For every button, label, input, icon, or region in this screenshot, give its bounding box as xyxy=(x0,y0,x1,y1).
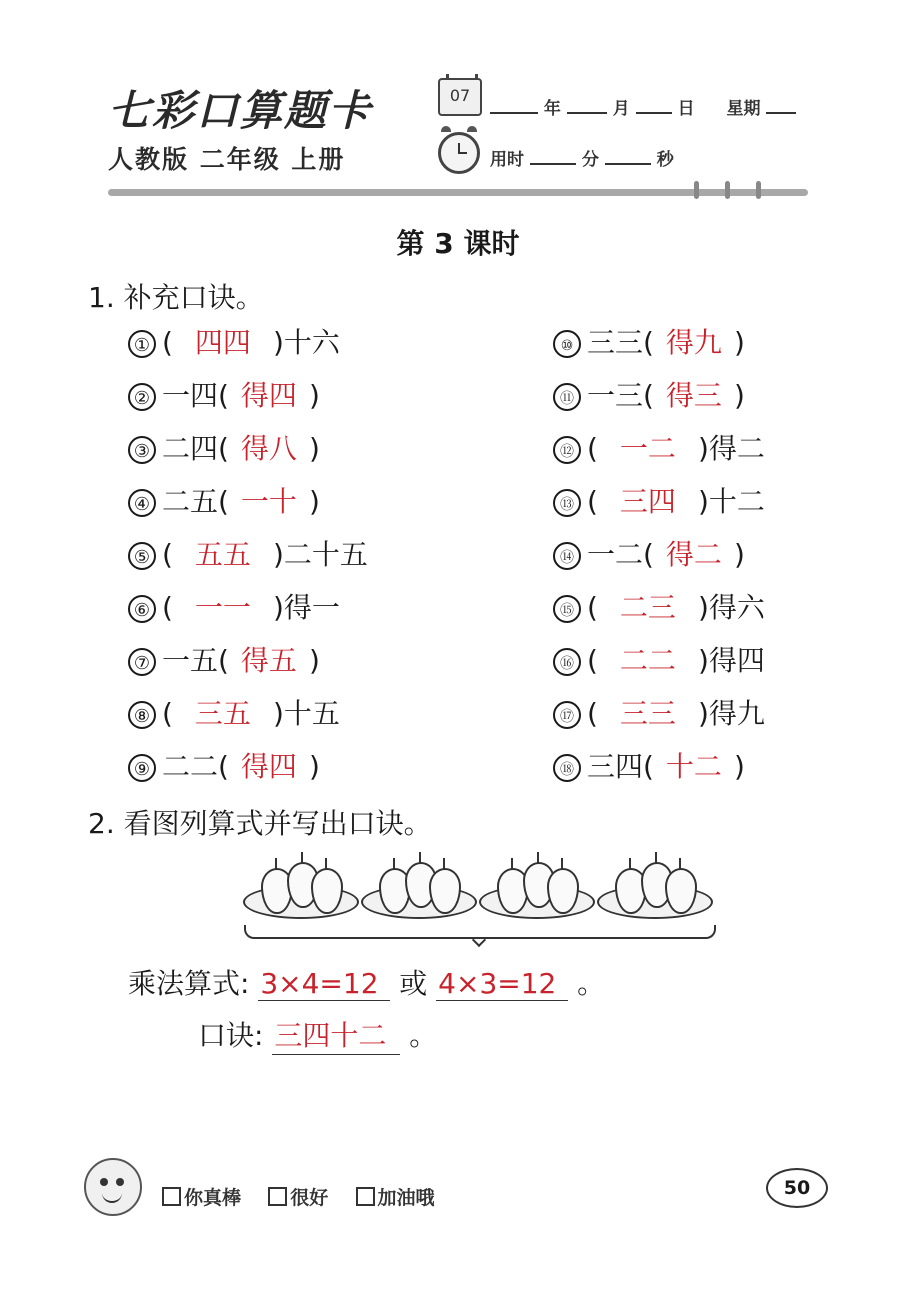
item-suffix: )得二 xyxy=(697,432,765,465)
item-prefix: 一四( xyxy=(162,379,229,412)
rhyme-answer: 三四十二 xyxy=(272,1014,400,1055)
rating-label: 加油哦 xyxy=(377,1187,435,1209)
item-number: ⑥ xyxy=(128,595,156,623)
item-suffix: )十六 xyxy=(272,326,340,359)
item-number: ⑰ xyxy=(553,701,581,729)
formula-label: 乘法算式: xyxy=(128,967,250,1000)
item-answer: 三五 xyxy=(194,697,251,730)
item-suffix: )二十五 xyxy=(272,538,368,571)
rating-checkboxes xyxy=(162,1183,435,1210)
rating-option-good[interactable] xyxy=(268,1187,328,1209)
pear-stem xyxy=(655,852,657,864)
item-number: ① xyxy=(128,330,156,358)
time-used-label: 用时 xyxy=(490,150,524,170)
pear-stem xyxy=(393,858,395,870)
item-prefix: ( xyxy=(587,591,598,624)
item-suffix: )得六 xyxy=(697,591,765,624)
item-prefix: 一五( xyxy=(162,644,229,677)
question-2-title: 2. 看图列算式并写出口诀。 xyxy=(88,807,432,840)
pear-stem xyxy=(443,858,445,870)
rhyme-end: 。 xyxy=(409,1019,438,1052)
item-prefix: ( xyxy=(162,326,173,359)
page-number: 50 xyxy=(766,1168,828,1208)
item-answer: 十二 xyxy=(665,750,722,783)
item-suffix: ) xyxy=(308,379,320,412)
pear-stem xyxy=(325,858,327,870)
minute-label: 分 xyxy=(581,150,599,170)
item-prefix: ( xyxy=(587,485,598,518)
item-prefix: ( xyxy=(587,697,598,730)
formula-answer-1: 3×4=12 xyxy=(258,967,390,1001)
item-number: ⑯ xyxy=(553,648,581,676)
second-label: 秒 xyxy=(656,150,674,170)
day-label: 日 xyxy=(677,99,695,119)
item-answer: 一二 xyxy=(619,432,676,465)
calendar-day: 07 xyxy=(449,86,471,105)
checkbox-icon[interactable] xyxy=(268,1187,287,1206)
item-answer: 二二 xyxy=(619,644,676,677)
month-label: 月 xyxy=(612,99,630,119)
formula-end: 。 xyxy=(577,967,606,1000)
pear-stem xyxy=(511,858,513,870)
item-suffix: ) xyxy=(733,379,745,412)
pear-stem xyxy=(275,858,277,870)
item-number: ④ xyxy=(128,489,156,517)
item-answer: 一十 xyxy=(240,485,297,518)
item-answer: 得二 xyxy=(665,538,722,571)
item-prefix: ( xyxy=(162,538,173,571)
item-answer: 得九 xyxy=(665,326,722,359)
item-suffix: ) xyxy=(308,750,320,783)
item-number: ⑧ xyxy=(128,701,156,729)
item-suffix: ) xyxy=(308,432,320,465)
item-suffix: )十五 xyxy=(272,697,340,730)
item-prefix: 二四( xyxy=(162,432,229,465)
rhyme-row xyxy=(198,1014,437,1055)
item-answer: 三三 xyxy=(619,697,676,730)
item-number: ⑨ xyxy=(128,754,156,782)
item-answer: 四四 xyxy=(194,326,251,359)
item-suffix: ) xyxy=(308,644,320,677)
pear-stem xyxy=(419,852,421,864)
item-prefix: 一三( xyxy=(587,379,654,412)
item-suffix: ) xyxy=(308,485,320,518)
formula-or: 或 xyxy=(399,967,428,1000)
item-suffix: )十二 xyxy=(697,485,765,518)
mascot-icon xyxy=(84,1158,142,1216)
item-number: ⑤ xyxy=(128,542,156,570)
item-prefix: 三三( xyxy=(587,326,654,359)
item-answer: 一一 xyxy=(194,591,251,624)
weekday-label: 星期 xyxy=(726,99,761,119)
item-prefix: 一二( xyxy=(587,538,654,571)
item-answer: 得四 xyxy=(240,379,297,412)
item-suffix: ) xyxy=(733,750,745,783)
item-answer: 得五 xyxy=(240,644,297,677)
item-suffix: )得四 xyxy=(697,644,765,677)
item-answer: 得八 xyxy=(240,432,297,465)
item-number: ⑩ xyxy=(553,330,581,358)
item-suffix: )得一 xyxy=(272,591,340,624)
item-prefix: ( xyxy=(162,591,173,624)
item-answer: 二三 xyxy=(619,591,676,624)
rating-option-great[interactable] xyxy=(162,1187,241,1209)
item-suffix: ) xyxy=(733,538,745,571)
item-suffix: )得九 xyxy=(697,697,765,730)
rating-label: 你真棒 xyxy=(184,1187,242,1209)
checkbox-icon[interactable] xyxy=(356,1187,375,1206)
item-number: ⑬ xyxy=(553,489,581,517)
brand-title: 七彩口算题卡 xyxy=(108,86,373,135)
lesson-title: 第 3 课时 xyxy=(396,227,520,260)
item-answer: 三四 xyxy=(619,485,676,518)
item-prefix: 二五( xyxy=(162,485,229,518)
item-prefix: ( xyxy=(587,644,598,677)
item-number: ② xyxy=(128,383,156,411)
question-1-title: 1. 补充口诀。 xyxy=(88,281,264,314)
item-prefix: ( xyxy=(587,432,598,465)
pear-stem xyxy=(679,858,681,870)
item-number: ⑭ xyxy=(553,542,581,570)
checkbox-icon[interactable] xyxy=(162,1187,181,1206)
item-suffix: ) xyxy=(733,326,745,359)
item-answer: 五五 xyxy=(194,538,251,571)
item-number: ⑮ xyxy=(553,595,581,623)
item-prefix: 二二( xyxy=(162,750,229,783)
formula-answer-2: 4×3=12 xyxy=(436,967,568,1001)
rating-label: 很好 xyxy=(290,1187,329,1209)
item-prefix: 三四( xyxy=(587,750,654,783)
formula-row xyxy=(128,962,605,1002)
pear-stem xyxy=(561,858,563,870)
item-number: ⑫ xyxy=(553,436,581,464)
item-number: ⑪ xyxy=(553,383,581,411)
pear-stem xyxy=(537,852,539,864)
item-number: ③ xyxy=(128,436,156,464)
rating-option-keep-going[interactable] xyxy=(356,1187,435,1209)
item-answer: 得三 xyxy=(665,379,722,412)
item-prefix: ( xyxy=(162,697,173,730)
item-number: ⑦ xyxy=(128,648,156,676)
item-number: ⑱ xyxy=(553,754,581,782)
pear-stem xyxy=(301,852,303,864)
item-answer: 得四 xyxy=(240,750,297,783)
pear-stem xyxy=(629,858,631,870)
rhyme-label: 口诀: xyxy=(198,1019,264,1052)
year-label: 年 xyxy=(543,99,561,119)
edition-label: 人教版 二年级 上册 xyxy=(108,145,346,174)
